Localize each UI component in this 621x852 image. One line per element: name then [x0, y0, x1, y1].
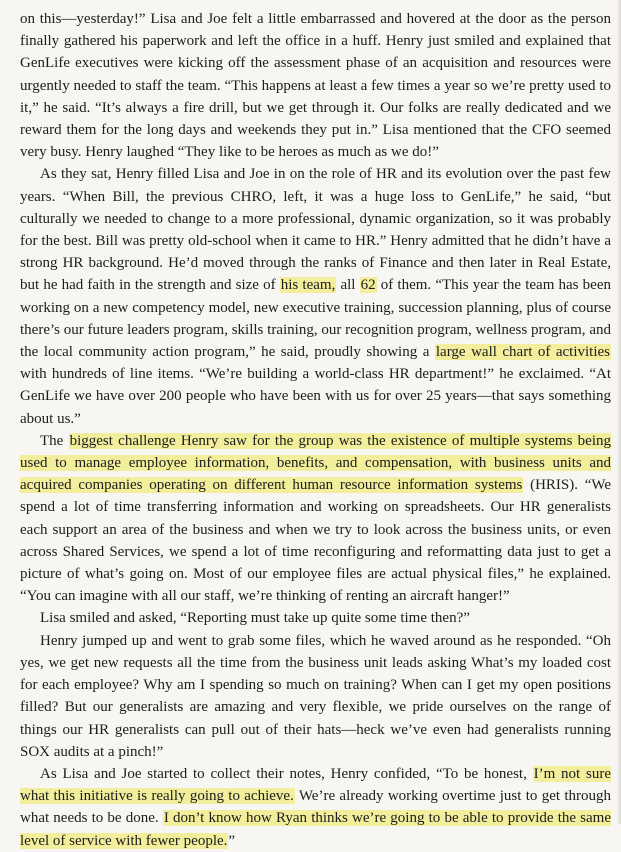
paragraph-2 [20, 163, 611, 429]
paragraph-1 [20, 8, 611, 163]
paragraph-3-text-b: (HRIS). “We spend a lot of time transferring information and working on spreadsheets. Our HR generalists each support an area of the business and when we try to look across the business units, or even across Shared Services, we spend a lot of time reconfiguring and reformatting data just to get a picture of what’s going on. Most of our employee files are actual physical files,” he explained. “You can imagine with all our staff, we’re thinking of renting an aircraft hanger!” [20, 477, 611, 605]
highlight-62: 62 [360, 277, 376, 294]
highlight-his-team: his team, [280, 277, 336, 294]
paragraph-3-text-a: The [40, 432, 69, 449]
paragraph-2-text-a: As they sat, Henry filled Lisa and Joe in on the role of HR and its evolution over the past few years. “When Bill, the previous CHRO, left, it was a huge loss to GenLife,” he said, “but culturally we needed to change to a more professional, dynamic organization, so it was probably for the best. Bill was pretty old-school when it came to HR.” Henry admitted that he didn’t have a strong HR background. He’d moved through the ranks of Finance and then later in Real Estate, but he had faith in the strength and size of [20, 166, 611, 294]
paragraph-6-text-b: We’re already working overtime just to get through what needs to be done. [20, 788, 612, 827]
paragraph-6-text-a: As Lisa and Joe started to collect their notes, Henry confided, “To be honest, [40, 765, 533, 782]
paragraph-6 [20, 763, 611, 852]
paragraph-2-text-c: of them. “This year the team has been working on a new competency model, new executive training, succession planning, plus of course there’s our future leaders program, skills training, our recognition program, wellness program, and the local community action program,” he said, proudly showing a [20, 277, 611, 361]
highlight-biggest-challenge: biggest challenge Henry saw for the group was the existence of multiple systems being used to manage employee information, benefits, and compensation, with business units and acquired companies operating on different human resource information systems [20, 432, 611, 494]
highlight-fewer-people: I don’t know how Ryan thinks we’re going to be able to provide the same level of service with fewer people. [20, 810, 611, 849]
paragraph-1-text: on this—yesterday!” Lisa and Joe felt a little embarrassed and hovered at the door as the person finally gathered his paperwork and left the office in a huff. Henry just smiled and explained that GenLife executives were kicking off the assessment phase of an acquisition and resources were urgently needed to staff the team. “This happens at least a few times a year so we’re pretty used to it,” he said. “It’s always a fire drill, but we get through it. Our folks are really dedicated and we reward them for the long days and weekends they put in.” Lisa mentioned that the CFO seemed very busy. Henry laughed “They like to be heroes as much as we do!” [20, 11, 611, 161]
paragraph-3 [20, 430, 611, 608]
paragraph-2-text-d: with hundreds of line items. “We’re building a world-class HR department!” he exclaimed. “At GenLife we have over 200 people who have been with us for over 25 years—that says something about us.” [20, 366, 611, 427]
paragraph-5 [20, 630, 611, 763]
highlight-not-sure: I’m not sure what this initiative is really going to achieve. [20, 765, 611, 805]
paragraph-2-text-b: all [336, 277, 360, 294]
paragraph-6-text-c: ” [228, 832, 236, 849]
paragraph-4 [20, 607, 611, 629]
paragraph-4-text: Lisa smiled and asked, “Reporting must take up quite some time then?” [40, 610, 470, 627]
page-edge-shadow [617, 0, 621, 824]
highlight-wall-chart: large wall chart of activities [435, 344, 611, 361]
paragraph-5-text: Henry jumped up and went to grab some files, which he waved around as he responded. “Oh yes, we get new requests all the time from the business unit leads asking What’s my loaded cost for each employee? Why am I spending so much on training? When can I get my open positions filled? But our generalists are amazing and very flexible, we pride ourselves on the range of things our HR generalists can pull out of their hats—heck we’ve even had generalists running SOX audits at a pinch!” [20, 632, 611, 760]
